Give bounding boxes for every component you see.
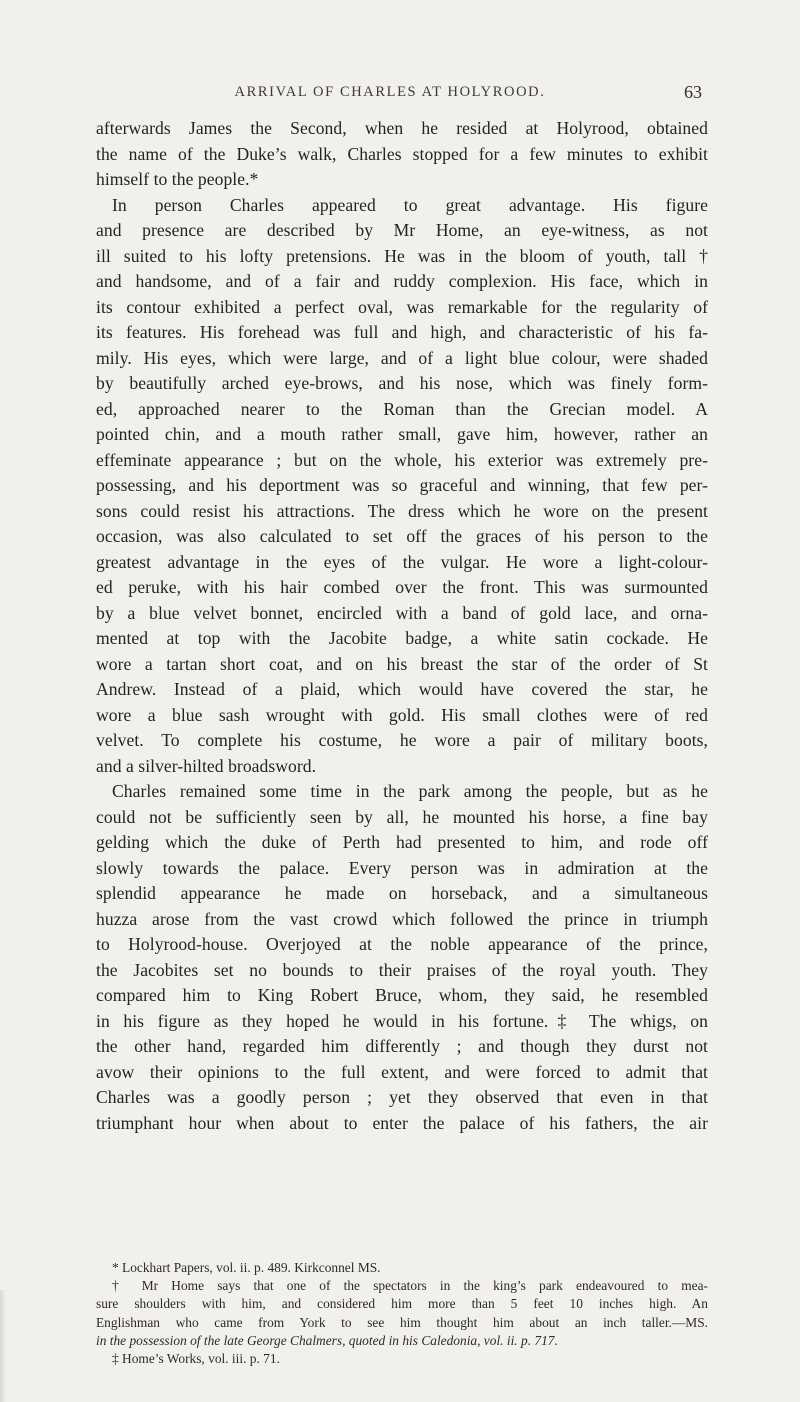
text-line: afterwards James the Second, when he resided at Holyrood, obtained [96, 118, 708, 138]
page-number: 63 [684, 82, 702, 102]
text-line: occasion, was also calculated to set off the graces of his person to the [96, 526, 708, 546]
text-line: sons could resist his attractions. The dress which he wore on the present [96, 500, 708, 521]
paragraph-start-line: Charles remained some time in the park among the people, but as he [112, 781, 708, 801]
footnote-2-line: sure shoulders with him, and considered him more than 5 feet 10 inches high. An [96, 1296, 708, 1312]
text-line: and handsome, and of a fair and ruddy complexion. His face, which in [96, 271, 708, 291]
text-line: wore a tartan short coat, and on his breast the star of the order of St [96, 653, 708, 674]
text-line: triumphant hour when about to enter the palace of his fathers, the air [96, 1112, 708, 1133]
text-line: himself to the people.* [96, 169, 259, 189]
running-title: ARRIVAL OF CHARLES AT HOLYROOD. [234, 84, 546, 100]
text-line: huzza arose from the vast crowd which followed the prince in triumph [96, 908, 708, 929]
text-line: and a silver-hilted broadsword. [96, 755, 317, 776]
text-line: by beautifully arched eye-brows, and his nose, which was finely form- [96, 373, 708, 393]
text-line: could not be sufficiently seen by all, he mounted his horse, a fine bay [96, 806, 708, 827]
text-line: the name of the Duke’s walk, Charles stopped for a few minutes to exhibit [96, 143, 708, 164]
text-line: Charles was a goodly person ; yet they observed that even in that [96, 1087, 708, 1107]
footnote-1: * Lockhart Papers, vol. ii. p. 489. Kirkconnel MS. [112, 1260, 381, 1275]
text-line: in his figure as they hoped he would in his fortune.‡ The whigs, on [96, 1010, 708, 1031]
text-line: splendid appearance he made on horseback, and a simultaneous [96, 883, 708, 903]
paragraph-start-line: In person Charles appeared to great advantage. His figure [112, 194, 708, 215]
footnote-3: ‡ Home’s Works, vol. iii. p. 71. [112, 1350, 280, 1366]
text-line: the other hand, regarded him differently ; and though they durst not [96, 1036, 708, 1056]
text-line: by a blue velvet bonnet, encircled with a band of gold lace, and orna- [96, 602, 708, 623]
text-line: wore a blue sash wrought with gold. His small clothes were of red [96, 704, 708, 725]
text-line: and presence are described by Mr Home, an eye-witness, as not [96, 220, 708, 240]
text-line: pointed chin, and a mouth rather small, gave him, however, rather an [96, 424, 708, 444]
text-line: gelding which the duke of Perth had presented to him, and rode off [96, 832, 708, 852]
footnote-2-line: Englishman who came from York to see him thought him about an inch taller.—MS. [96, 1314, 708, 1330]
running-header [96, 84, 708, 108]
text-line: to Holyrood-house. Overjoyed at the noble appearance of the prince, [96, 934, 708, 954]
text-line: velvet. To complete his costume, he wore a pair of military boots, [96, 730, 708, 750]
footnote-2-line: in the possession of the late George Chalmers, quoted in his Caledonia, vol. ii. p. 717. [96, 1332, 558, 1348]
text-line: mented at top with the Jacobite badge, a white satin cockade. He [96, 628, 708, 648]
page-edge-shadow [0, 1290, 6, 1402]
text-line: possessing, and his deportment was so graceful and winning, that few per- [96, 475, 708, 495]
text-line: ed, approached nearer to the Roman than the Grecian model. A [96, 398, 708, 419]
text-line: ill suited to his lofty pretensions. He was in the bloom of youth, tall † [96, 245, 708, 266]
text-line: Andrew. Instead of a plaid, which would have covered the star, he [96, 679, 708, 699]
body-text [96, 116, 708, 1136]
footnotes [96, 1259, 708, 1368]
text-line: the Jacobites set no bounds to their praises of the royal youth. They [96, 959, 708, 980]
text-line: slowly towards the palace. Every person was in admiration at the [96, 857, 708, 878]
text-line: greatest advantage in the eyes of the vulgar. He wore a light-colour- [96, 551, 708, 572]
text-line: effeminate appearance ; but on the whole, his exterior was extremely pre- [96, 449, 708, 470]
text-line: ed peruke, with his hair combed over the front. This was surmounted [96, 577, 708, 597]
text-line: avow their opinions to the full extent, and were forced to admit that [96, 1061, 708, 1082]
text-line: its features. His forehead was full and high, and characteristic of his fa- [96, 322, 708, 342]
text-line: compared him to King Robert Bruce, whom, they said, he resembled [96, 985, 708, 1005]
text-line: mily. His eyes, which were large, and of a light blue colour, were shaded [96, 347, 708, 368]
footnote-2-line: † Mr Home says that one of the spectators in the king’s park endeavoured to mea- [112, 1278, 708, 1294]
text-line: its contour exhibited a perfect oval, was remarkable for the regularity of [96, 296, 708, 317]
